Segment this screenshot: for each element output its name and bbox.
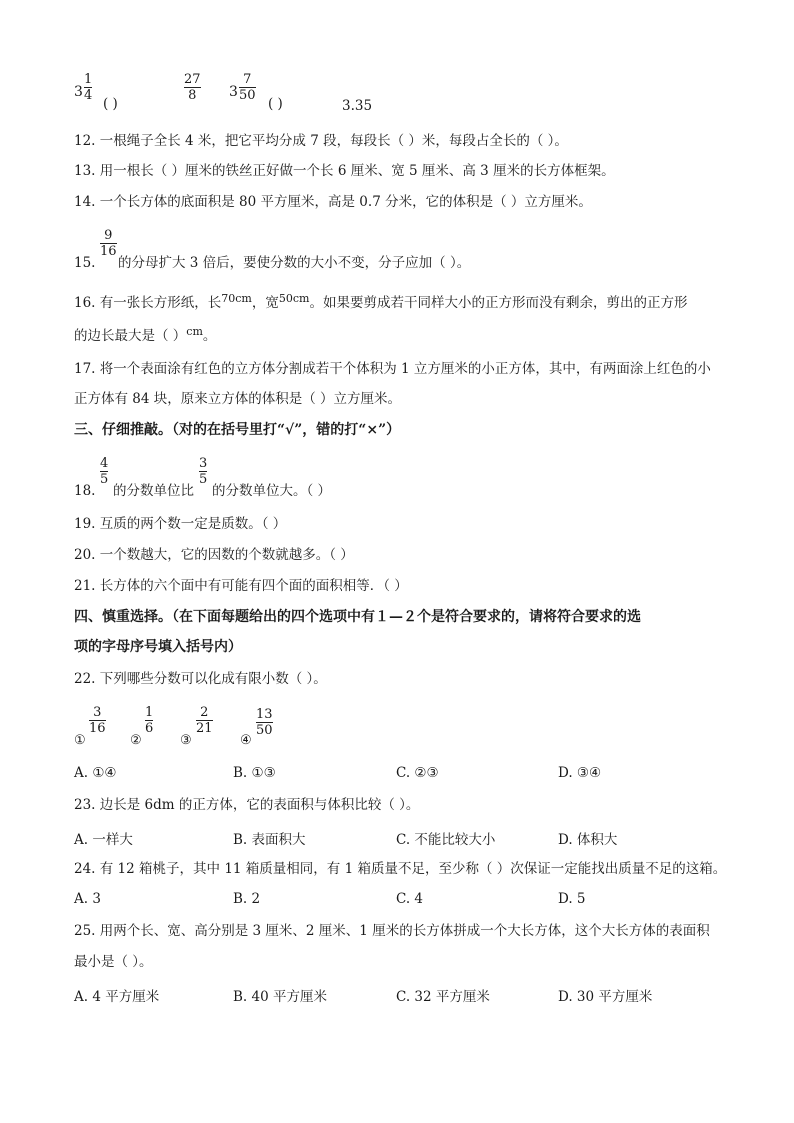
fraction-13-50: 13 50 (256, 707, 273, 738)
question-14: 14. 一个长方体的底面积是 80 平方厘米，高是 0.7 分米，它的体积是（ ）立方厘米。 (74, 194, 592, 210)
q23-option-c[interactable]: C. 不能比较大小 (396, 832, 496, 848)
fraction-3-7-50: 7 50 (239, 72, 256, 103)
choice-mark-4: ④ (240, 733, 252, 748)
q23-option-d[interactable]: D. 体积大 (558, 832, 618, 848)
value-3-35: 3.35 (342, 98, 373, 114)
q24-option-d[interactable]: D. 5 (558, 891, 586, 907)
fraction-27-8: 27 8 (184, 72, 201, 103)
q22-option-b[interactable]: B. ①③ (233, 765, 276, 781)
q24-option-c[interactable]: C. 4 (396, 891, 424, 907)
fraction-1-6: 1 6 (145, 705, 154, 736)
q25-option-d[interactable]: D. 30 平方厘米 (558, 989, 653, 1005)
fraction-3-1-4: 1 4 (84, 72, 93, 103)
fraction-9-16: 9 16 (100, 228, 117, 259)
q23-option-a[interactable]: A. 一样大 (74, 832, 133, 848)
blank-2[interactable]: ( ) (268, 96, 283, 112)
q24-option-a[interactable]: A. 3 (74, 891, 101, 907)
question-20: 20. 一个数越大，它的因数的个数就越多。（ ） (74, 547, 354, 563)
question-19: 19. 互质的两个数一定是质数。（ ） (74, 516, 287, 532)
q25-option-b[interactable]: B. 40 平方厘米 (233, 989, 327, 1005)
q22-option-d[interactable]: D. ③④ (558, 765, 602, 781)
fraction-4-5: 4 5 (100, 456, 109, 487)
question-12: 12. 一根绳子全长 4 米，把它平均分成 7 段，每段长（ ）米，每段占全长的（ ）。 (74, 133, 568, 149)
q25-option-c[interactable]: C. 32 平方厘米 (396, 989, 490, 1005)
choice-mark-3: ③ (180, 733, 192, 748)
q23-option-b[interactable]: B. 表面积大 (233, 832, 306, 848)
q24-option-b[interactable]: B. 2 (233, 891, 261, 907)
section-3-heading: 三、仔细推敲。（对的在括号里打“√”，错的打“×”） (74, 422, 401, 438)
q22-option-c[interactable]: C. ②③ (396, 765, 439, 781)
choice-mark-1: ① (74, 733, 86, 748)
q22-option-a[interactable]: A. ①④ (74, 765, 117, 781)
frac3-whole: 3 (229, 84, 238, 100)
fraction-3-16: 3 16 (89, 705, 106, 736)
question-21: 21. 长方体的六个面中有可能有四个面的面积相等．（ ） (74, 578, 408, 594)
blank-1[interactable]: ( ) (103, 96, 118, 112)
fraction-2-21: 2 21 (196, 705, 213, 736)
fraction-3-5: 3 5 (199, 456, 208, 487)
choice-mark-2: ② (130, 733, 142, 748)
q25-option-a[interactable]: A. 4 平方厘米 (74, 989, 160, 1005)
question-13: 13. 用一根长（ ）厘米的铁丝正好做一个长 6 厘米、宽 5 厘米、高 3 厘米的长方体框架。 (74, 163, 615, 179)
frac1-whole: 3 (74, 84, 83, 100)
